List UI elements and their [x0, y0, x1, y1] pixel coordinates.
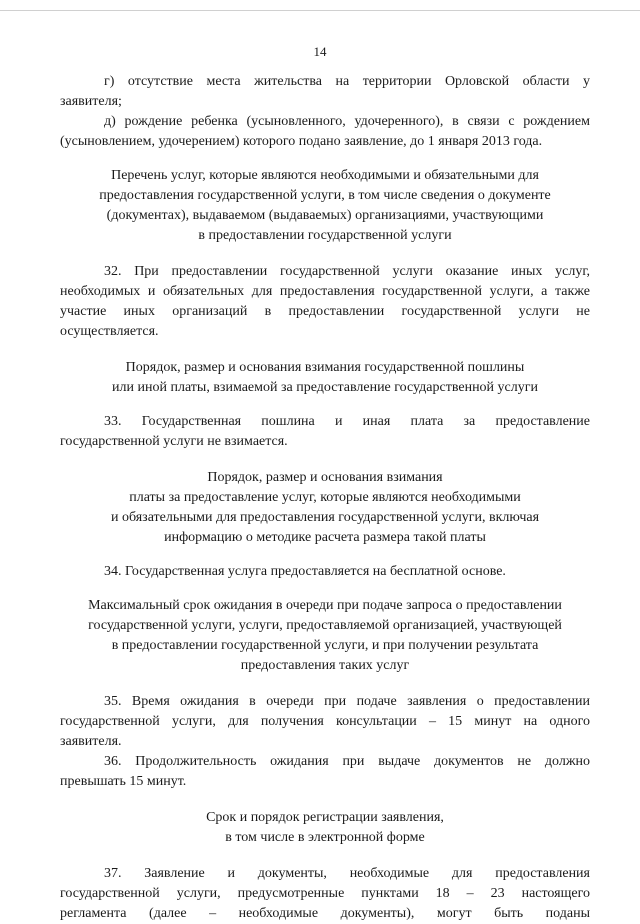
paragraph-line: д) рождение ребенка (усыновленного, удочеренного), в связи с рождением [104, 114, 590, 129]
paragraph-line: регламента (далее – необходимые документы), могут быть поданы [60, 906, 590, 921]
paragraph-line: заявителя; [60, 94, 122, 109]
section-heading-line: информацию о методике расчета размера такой платы [164, 530, 486, 545]
section-heading-line: Порядок, размер и основания взимания [207, 470, 443, 485]
document-body [60, 72, 590, 924]
paragraph-line: государственной услуги не взимается. [60, 434, 288, 449]
section-heading-line: Порядок, размер и основания взимания государственной пошлины [125, 360, 525, 375]
scan-top-edge [0, 10, 640, 11]
paragraph-line: государственной услуги, предусмотренные пунктами 18 – 23 настоящего [60, 886, 590, 901]
section-heading-line: платы за предоставление услуг, которые являются необходимыми [129, 490, 521, 505]
paragraph-line: заявителя. [60, 734, 122, 749]
paragraph-line: 33. Государственная пошлина и иная плата за предоставление [104, 414, 590, 429]
section-heading-line: Перечень услуг, которые являются необходимыми и обязательными для [111, 168, 539, 183]
section-heading-line: государственной услуги, услуги, предоставляемой организацией, участвующей [88, 618, 562, 633]
paragraph-line: участие иных организаций в предоставлении государственной услуги не [60, 304, 590, 319]
section-heading-line: Максимальный срок ожидания в очереди при подаче запроса о предоставлении [88, 598, 562, 613]
paragraph-line: превышать 15 минут. [60, 774, 187, 789]
paragraph-line: 37. Заявление и документы, необходимые для предоставления [104, 866, 590, 881]
section-heading-line: (документах), выдаваемом (выдаваемых) организациями, участвующими [106, 208, 544, 223]
section-heading-line: или иной платы, взимаемой за предоставление государственной услуги [112, 380, 538, 395]
section-heading-line: в том числе в электронной форме [225, 830, 425, 845]
paragraph-line: 35. Время ожидания в очереди при подаче заявления о предоставлении [104, 694, 590, 709]
section-heading-line: в предоставлении государственной услуги [198, 228, 452, 243]
paragraph-line: г) отсутствие места жительства на территории Орловской области у [104, 74, 590, 89]
section-heading-line: и обязательными для предоставления государственной услуги, включая [110, 510, 540, 525]
section-heading-line: в предоставлении государственной услуги, и при получении результата [111, 638, 539, 653]
section-heading-line: Срок и порядок регистрации заявления, [206, 810, 444, 825]
paragraph-line: 32. При предоставлении государственной услуги оказание иных услуг, [104, 264, 590, 279]
paragraph-line: 36. Продолжительность ожидания при выдаче документов не должно [104, 754, 590, 769]
section-heading-line: предоставления таких услуг [240, 658, 410, 673]
paragraph-line: осуществляется. [60, 324, 159, 339]
paragraph-line: 34. Государственная услуга предоставляется на бесплатной основе. [104, 564, 506, 579]
paragraph-line: (усыновлением, удочерением) которого подано заявление, до 1 января 2013 года. [60, 134, 543, 149]
paragraph-line: необходимых и обязательных для предоставления государственной услуги, а также [60, 284, 590, 299]
page-number: 14 [313, 44, 327, 59]
paragraph-line: государственной услуги, для получения консультации – 15 минут на одного [60, 714, 590, 729]
section-heading-line: предоставления государственной услуги, в том числе сведения о документе [99, 188, 551, 203]
